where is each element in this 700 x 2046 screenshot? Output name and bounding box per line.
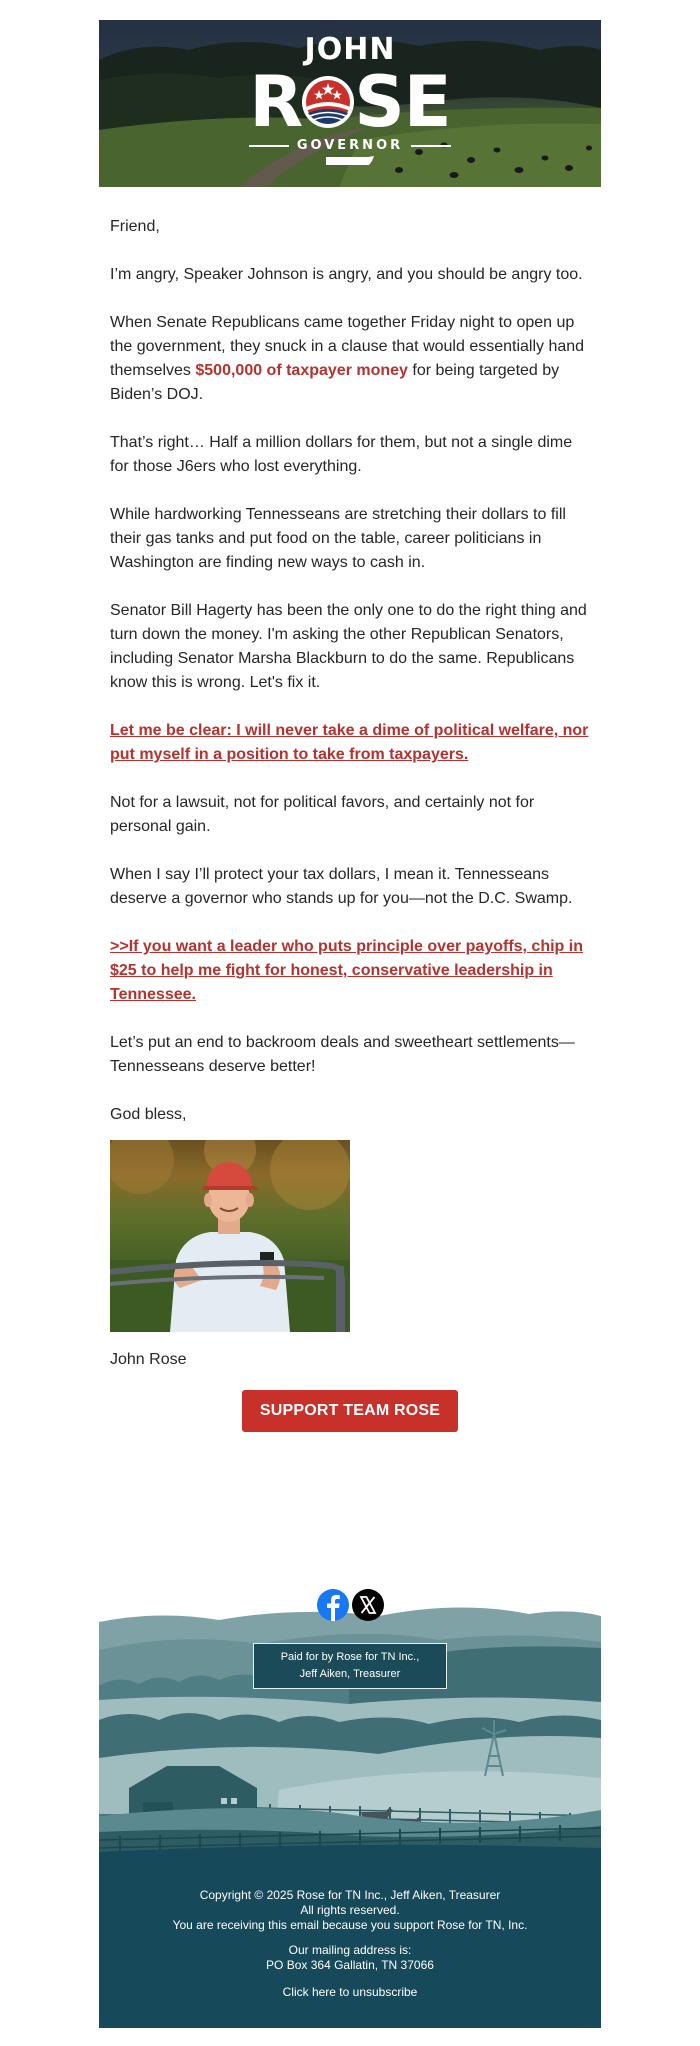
footer-legal — [99, 1888, 601, 2000]
paragraph-1: I’m angry, Speaker Johnson is angry, and you should be angry too. — [110, 266, 583, 283]
email-container — [99, 20, 601, 2028]
pledge-link[interactable]: Let me be clear: I will never take a dime of political welfare, nor put myself in a position to take from taxpayers. — [110, 722, 589, 763]
logo-letters-se: SE — [354, 61, 451, 143]
campaign-logo — [99, 34, 601, 166]
paid-line-1: Paid for by Rose for TN Inc., — [280, 1651, 420, 1663]
paragraph-10: Let’s put an end to backroom deals and sweetheart settlements—Tennesseans deserve better! — [110, 1034, 575, 1075]
logo-rule-left — [249, 145, 289, 147]
paragraph-8: When I say I’ll protect your tax dollars, I mean it. Tennesseans deserve a governor who stands up for you—not the D.C. Swamp. — [110, 866, 573, 907]
tennessee-seal-icon — [301, 71, 355, 133]
cta-container — [110, 1390, 590, 1432]
facebook-icon[interactable] — [317, 1589, 349, 1621]
x-twitter-icon[interactable] — [352, 1589, 384, 1621]
paragraph-9 — [110, 935, 590, 1007]
logo-rule-right — [411, 145, 451, 147]
paragraph-3: That’s right… Half a million dollars for them, but not a single dime for those J6ers who lost everything. — [110, 434, 573, 475]
letter-body — [99, 215, 601, 1432]
closing: God bless, — [110, 1106, 187, 1123]
paragraph-2-text-a: When Senate Republicans came together Friday night to open up the government, they snuck in a clause that would essentially hand themselves — [110, 314, 585, 379]
signature-name: John Rose — [110, 1351, 187, 1368]
candidate-photo — [110, 1140, 350, 1332]
paragraph-2 — [110, 311, 590, 407]
donate-link[interactable]: >>If you want a leader who puts principle over payoffs, chip in $25 to help me fight for honest, conservative leadership in Tennessee. — [110, 938, 583, 1003]
paragraph-4: While hardworking Tennesseans are stretching their dollars to fill their gas tanks and put food on the table, career politicians in Washington are finding new ways to cash in. — [110, 506, 566, 571]
logo-letter-r: R — [249, 61, 303, 143]
copyright-text: Copyright © 2025 Rose for TN Inc., Jeff Aiken, Treasurer — [199, 1888, 501, 1902]
logo-first-name: JOHN — [304, 32, 396, 67]
mailing-address: PO Box 364 Gallatin, TN 37066 — [266, 1958, 434, 1972]
paragraph-6 — [110, 719, 590, 767]
logo-subtitle: GOVERNOR — [296, 138, 404, 153]
header-banner — [99, 20, 601, 187]
candidate-photo-illustration — [110, 1140, 350, 1332]
unsubscribe-link[interactable]: Click here to unsubscribe — [282, 1985, 418, 1999]
rights-text: All rights reserved. — [300, 1903, 400, 1917]
receiving-text: You are receiving this email because you support Rose for TN, Inc. — [172, 1918, 528, 1932]
footer — [99, 1570, 601, 2028]
taxpayer-money-highlight: $500,000 of taxpayer money — [195, 362, 408, 379]
paid-for-disclaimer — [253, 1643, 447, 1689]
support-team-rose-button[interactable]: SUPPORT TEAM ROSE — [242, 1390, 458, 1432]
paragraph-7: Not for a lawsuit, not for political favors, and certainly not for personal gain. — [110, 794, 535, 835]
tennessee-state-icon — [324, 156, 376, 166]
mailing-label: Our mailing address is: — [288, 1943, 412, 1957]
greeting: Friend, — [110, 218, 160, 235]
paragraph-2-text-b: for being targeted by Biden’s DOJ. — [110, 362, 560, 403]
paragraph-5: Senator Bill Hagerty has been the only one to do the right thing and turn down the money. I'm asking the other Republican Senators, including Senator Marsha Blackburn to do the same. Republicans know this is wrong. Let's fix it. — [110, 602, 587, 691]
paid-line-2: Jeff Aiken, Treasurer — [299, 1668, 401, 1680]
social-links — [99, 1589, 601, 1621]
